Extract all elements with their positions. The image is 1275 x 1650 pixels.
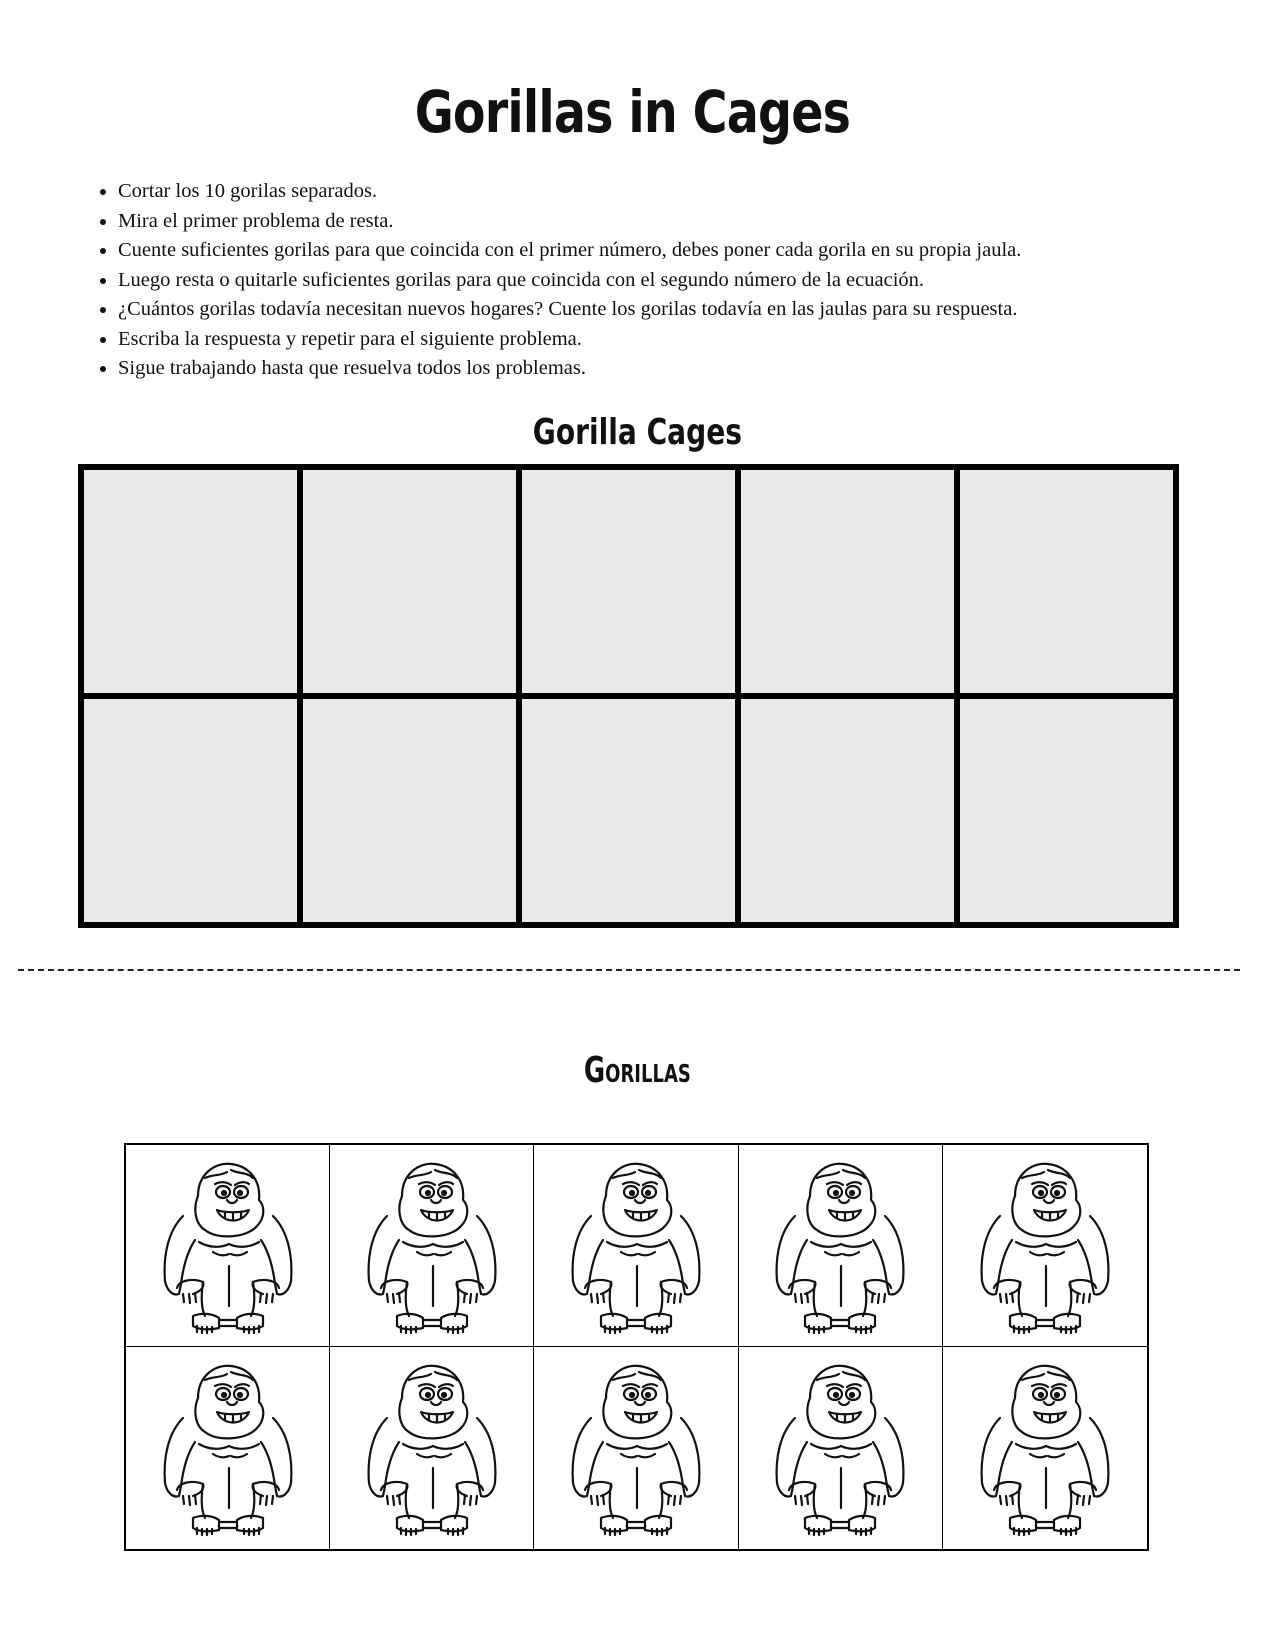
cage-cell [741,470,954,693]
cages-heading: Gorilla Cages [532,412,742,453]
cage-cell [84,470,297,693]
gorilla-cell [739,1347,943,1549]
gorilla-grid [124,1143,1149,1551]
page-title: Gorillas in Cages [414,78,851,146]
cage-cell [84,699,297,922]
cage-cell [741,699,954,922]
instruction-item: • ¿Cuántos gorilas todavía necesitan nuevos hogares? Cuente los gorilas todavía en las jaulas para su respuesta. [118,295,1218,325]
gorilla-cell [943,1145,1147,1347]
cage-cell [303,470,516,693]
gorilla-icon [755,1156,925,1336]
cage-cell [522,470,735,693]
instruction-item: • Escriba la respuesta y repetir para el siguiente problema. [118,325,1218,355]
cage-grid [78,464,1179,928]
gorilla-cell [330,1347,534,1549]
gorilla-cell [943,1347,1147,1549]
gorilla-cell [126,1347,330,1549]
instruction-item: • Luego resta o quitarle suficientes gorilas para que coincida con el segundo número de la ecuación. [118,266,1218,296]
gorilla-icon [551,1358,721,1538]
gorilla-icon [960,1156,1130,1336]
cage-cell [960,470,1173,693]
gorilla-icon [960,1358,1130,1538]
gorilla-cell [739,1145,943,1347]
gorilla-cell [330,1145,534,1347]
gorilla-icon [347,1156,517,1336]
cage-cell [960,699,1173,922]
instructions-list [100,177,1218,384]
cage-cell [303,699,516,922]
cut-line [18,969,1240,971]
gorillas-heading: Gorillas [583,1050,691,1091]
instruction-item: • Cuente suficientes gorilas para que coincida con el primer número, debes poner cada gorila en su propia jaula. [118,236,1218,266]
cage-cell [522,699,735,922]
gorilla-icon [551,1156,721,1336]
gorilla-icon [755,1358,925,1538]
instruction-item: • Mira el primer problema de resta. [118,207,1218,237]
gorilla-cell [126,1145,330,1347]
gorilla-cell [534,1145,738,1347]
gorilla-icon [143,1358,313,1538]
gorilla-cell [534,1347,738,1549]
instruction-item: • Cortar los 10 gorilas separados. [118,177,1218,207]
gorilla-icon [347,1358,517,1538]
instruction-item: • Sigue trabajando hasta que resuelva todos los problemas. [118,354,1218,384]
gorilla-icon [143,1156,313,1336]
